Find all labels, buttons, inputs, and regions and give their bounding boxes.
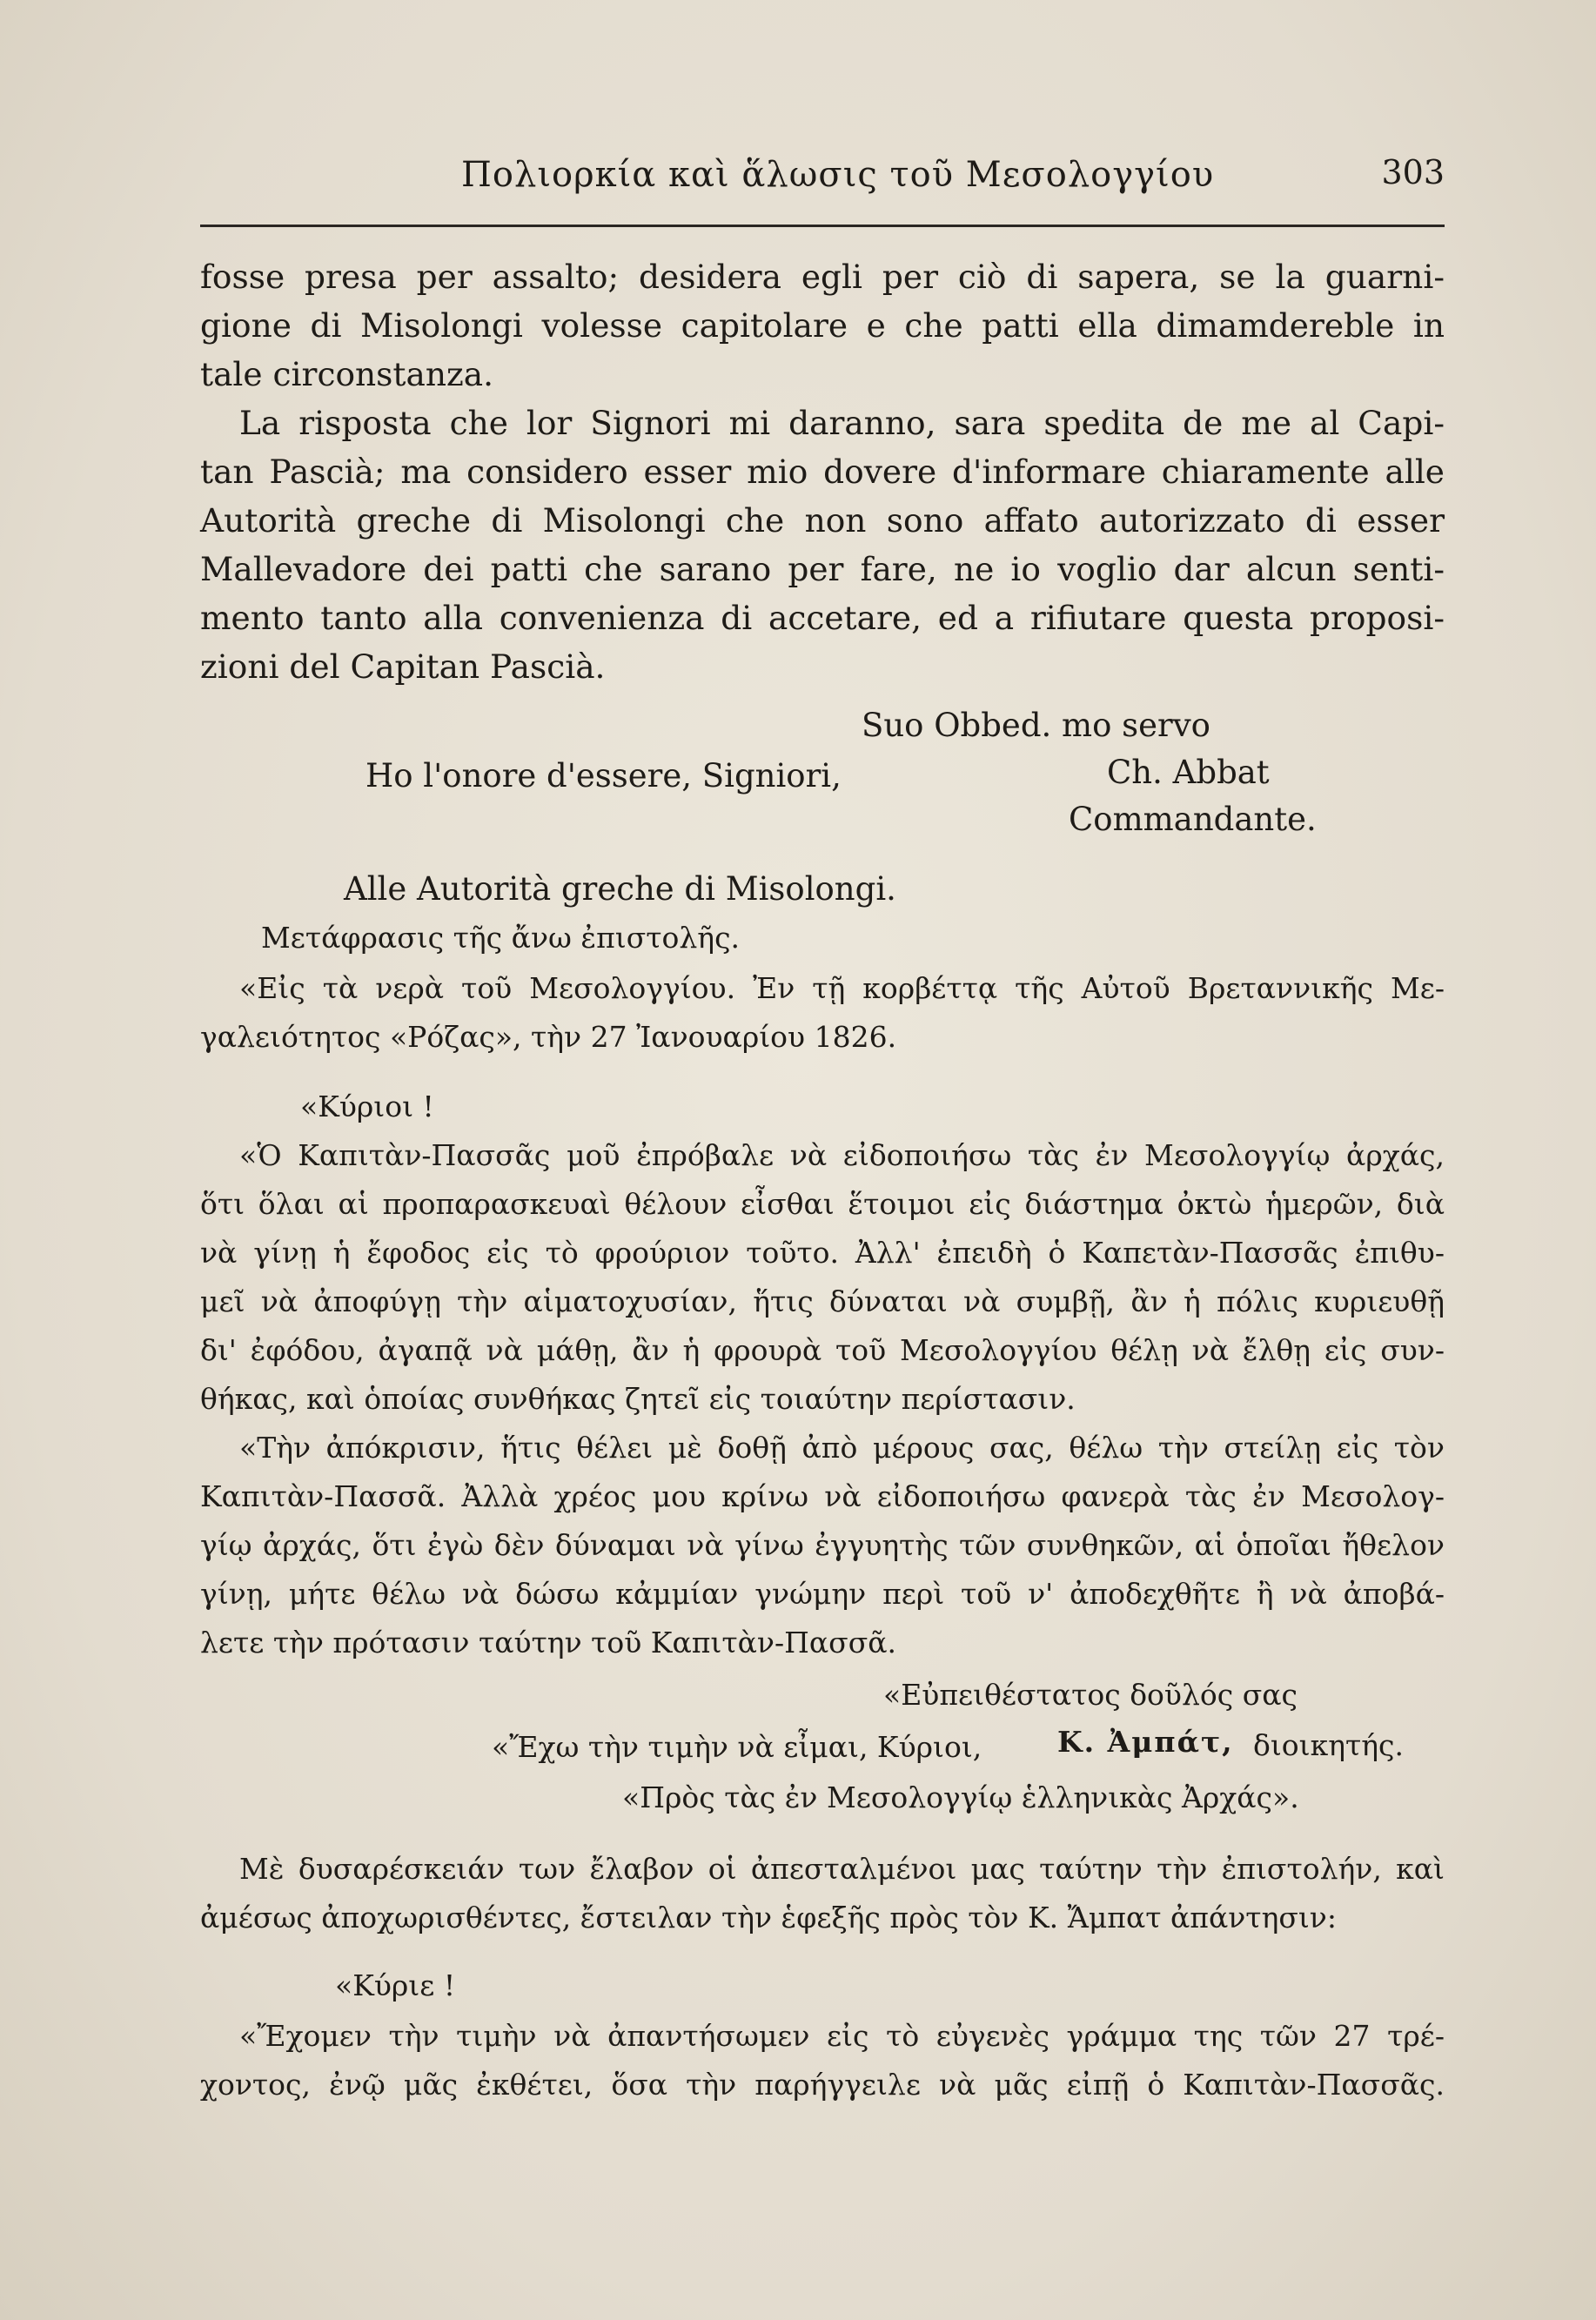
text-line: tale circonstanza.: [200, 355, 494, 393]
text-line: Autorità greche di Misolongi che non sono affato autorizzato di esser: [200, 501, 1445, 540]
text-line: Μὲ δυσαρέσκειάν των ἔλαβον οἱ ἀπεσταλμένοι μας ταύτην τὴν ἐπιστολήν, καὶ: [239, 1852, 1445, 1886]
greek-signature: Κ. Ἀμπάτ,: [1057, 1725, 1234, 1759]
text-line: Mallevadore dei patti che sarano per fare, ne io voglio dar alcun senti-: [200, 550, 1445, 588]
text-line: tan Pascià; ma considero esser mio dovere d'informare chiaramente alle: [200, 453, 1445, 491]
italian-greeting: Ho l'onore d'essere, Signiori,: [365, 757, 842, 795]
greek-address: «Πρὸς τὰς ἐν Μεσολογγίῳ ἑλληνικὰς Ἀρχάς».: [622, 1780, 1299, 1814]
greek-closing: «Εὐπειθέστατος δοῦλός σας: [883, 1678, 1298, 1712]
text-line: zioni del Capitan Pascià.: [200, 647, 606, 686]
greek-salutation-2: «Κύριε !: [335, 1968, 456, 2002]
greek-salutation: «Κύριοι !: [300, 1090, 434, 1123]
text-line: mento tanto alla convenienza di accetare, ed a rifiutare questa proposi-: [200, 599, 1445, 637]
greek-body-1: [200, 1131, 1445, 1424]
text-line: γαλειότητος «Ρόζας», τὴν 27 Ἰανουαρίου 1826.: [200, 1020, 897, 1054]
text-line: λετε τὴν πρότασιν ταύτην τοῦ Καπιτὰν-Πασσᾶ.: [200, 1626, 897, 1660]
italian-signature: Ch. Abbat: [1107, 754, 1270, 791]
greek-narrative: [200, 1845, 1445, 1942]
italian-letter: [200, 252, 1445, 691]
greek-reply: [200, 2012, 1445, 2109]
text-line: Καπιτὰν-Πασσᾶ. Ἀλλὰ χρέος μου κρίνω νὰ εἰδοποιήσω φανερὰ τὰς ἐν Μεσολογ-: [200, 1479, 1445, 1513]
text-line: γίνῃ, μήτε θέλω νὰ δώσω κἀμμίαν γνώμην περὶ τοῦ ν' ἀποδεχθῆτε ἢ νὰ ἀποβά-: [200, 1577, 1445, 1611]
header-rule: [200, 225, 1445, 227]
italian-signature-title: Commandante.: [1069, 801, 1317, 838]
text-line: «Ὁ Καπιτὰν-Πασσᾶς μοῦ ἐπρόβαλε νὰ εἰδοποιήσω τὰς ἐν Μεσολογγίῳ ἀρχάς,: [239, 1138, 1445, 1172]
text-line: χοντος, ἐνῷ μᾶς ἐκθέτει, ὅσα τὴν παρήγγειλε νὰ μᾶς εἰπῇ ὁ Καπιτὰν-Πασσᾶς.: [200, 2068, 1445, 2102]
running-title: Πολιορκία καὶ ἅλωσις τοῦ Μεσολογγίου: [461, 155, 1215, 195]
text-line: «Τὴν ἀπόκρισιν, ἥτις θέλει μὲ δοθῇ ἀπὸ μέρους σας, θέλω τὴν στείλῃ εἰς τὸν: [239, 1431, 1445, 1465]
text-line: «Ἔχομεν τὴν τιμὴν νὰ ἀπαντήσωμεν εἰς τὸ εὐγενὲς γράμμα της τῶν 27 τρέ-: [239, 2019, 1445, 2053]
running-header: [200, 148, 1445, 211]
text-line: θήκας, καὶ ὁποίας συνθήκας ζητεῖ εἰς τοιαύτην περίστασιν.: [200, 1382, 1076, 1416]
greek-body-2: [200, 1424, 1445, 1667]
translation-heading: Μετάφρασις τῆς ἄνω ἐπιστολῆς.: [261, 921, 741, 955]
text-line: La risposta che lor Signori mi daranno, sara spedita de me al Capi-: [239, 404, 1445, 442]
greek-dateline: [200, 964, 1445, 1062]
italian-closing: Suo Obbed. mo servo: [862, 707, 1210, 744]
text-line: fosse presa per assalto; desidera egli per ciò di sapera, se la guarni-: [200, 258, 1445, 296]
text-line: γίῳ ἀρχάς, ὅτι ἐγὼ δὲν δύναμαι νὰ γίνω ἐγγυητὴς τῶν συνθηκῶν, αἱ ὁποῖαι ἤθελον: [200, 1528, 1445, 1562]
page-number: 303: [1381, 153, 1445, 191]
text-line: δι' ἐφόδου, ἀγαπᾷ νὰ μάθῃ, ἂν ἡ φρουρὰ τοῦ Μεσολογγίου θέλῃ νὰ ἔλθῃ εἰς συν-: [200, 1333, 1445, 1367]
greek-greeting: «Ἔχω τὴν τιμὴν νὰ εἶμαι, Κύριοι,: [492, 1730, 982, 1764]
text-line: νὰ γίνῃ ἡ ἔφοδος εἰς τὸ φρούριον τοῦτο. Ἀλλ' ἐπειδὴ ὁ Καπετὰν-Πασσᾶς ἐπιθυ-: [200, 1236, 1445, 1270]
text-line: ὅτι ὅλαι αἱ προπαρασκευαὶ θέλουν εἶσθαι ἕτοιμοι εἰς διάστημα ὀκτὼ ἡμερῶν, διὰ: [200, 1187, 1445, 1221]
text-line: ἀμέσως ἀποχωρισθέντες, ἔστειλαν τὴν ἑφεξῆς πρὸς τὸν Κ. Ἄμπατ ἀπάντησιν:: [200, 1901, 1337, 1934]
text-line: μεῖ νὰ ἀποφύγῃ τὴν αἱματοχυσίαν, ἥτις δύναται νὰ συμβῇ, ἂν ἡ πόλις κυριευθῇ: [200, 1284, 1445, 1318]
italian-address: Alle Autorità greche di Misolongi.: [344, 870, 896, 908]
greek-signature-title: διοικητής.: [1253, 1728, 1405, 1762]
text-line: «Εἰς τὰ νερὰ τοῦ Μεσολογγίου. Ἐν τῇ κορβέττᾳ τῆς Αὐτοῦ Βρεταννικῆς Με-: [239, 971, 1445, 1005]
text-line: gione di Misolongi volesse capitolare e che patti ella dimamdereble in: [200, 306, 1445, 345]
